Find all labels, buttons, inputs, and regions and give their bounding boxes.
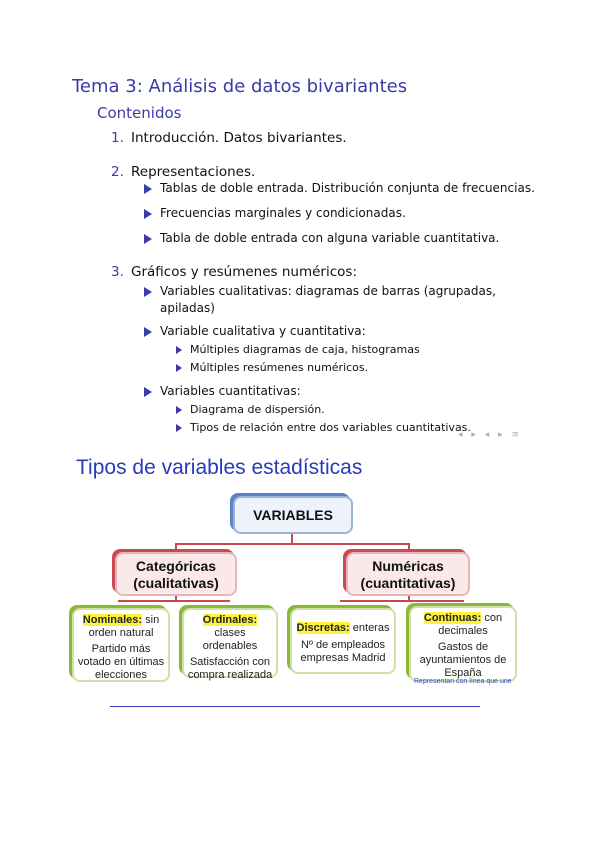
node-example: Nº de empleados empresas Madrid bbox=[300, 639, 386, 664]
categoricas-node bbox=[115, 552, 237, 596]
sub-item: Tabla de doble entrada con alguna variable cuantitativa. bbox=[160, 231, 500, 245]
bullet-triangle-icon bbox=[144, 327, 152, 337]
node-header bbox=[295, 622, 391, 635]
node-example: Gastos de ayuntamientos de España bbox=[419, 641, 507, 679]
nominales-node bbox=[72, 608, 170, 682]
separator-line bbox=[110, 706, 480, 707]
highlighted-term: Discretas: bbox=[296, 622, 350, 634]
node-line: (cuantitativas) bbox=[360, 575, 456, 591]
sub-sub-item: Múltiples diagramas de caja, histogramas bbox=[190, 343, 420, 356]
slide-title: Tema 3: Análisis de datos bivariantes bbox=[72, 76, 408, 97]
bullet-triangle-icon bbox=[176, 406, 182, 414]
sub-item: Variables cualitativas: diagramas de barras (agrupadas, bbox=[160, 284, 496, 298]
continuas-note: Representan con línea que une bbox=[414, 678, 512, 685]
node-header bbox=[414, 612, 512, 625]
bullet-triangle-icon bbox=[144, 287, 152, 297]
bullet-triangle-icon bbox=[144, 234, 152, 244]
node-desc: orden natural bbox=[88, 627, 154, 639]
node-desc: con bbox=[481, 612, 503, 624]
sub-sub-item: Múltiples resúmenes numéricos. bbox=[190, 361, 369, 374]
sub-item: Frecuencias marginales y condicionadas. bbox=[160, 206, 406, 220]
item-label: Representaciones. bbox=[131, 164, 256, 180]
section-heading-contenidos: Contenidos bbox=[97, 104, 182, 122]
continuas-node bbox=[409, 606, 517, 682]
connector-line bbox=[118, 600, 230, 602]
node-header bbox=[77, 614, 165, 627]
list-item-graficos bbox=[111, 264, 357, 280]
item-label: Introducción. Datos bivariantes. bbox=[131, 130, 347, 146]
item-number: 1. bbox=[111, 130, 124, 146]
node-header bbox=[187, 614, 273, 640]
highlighted-term: Nominales: bbox=[82, 614, 143, 626]
connector-line bbox=[340, 600, 464, 602]
discretas-node bbox=[290, 608, 396, 674]
node-desc: ordenables bbox=[202, 640, 258, 652]
item-number: 3. bbox=[111, 264, 124, 280]
node-desc: sin bbox=[142, 614, 160, 626]
bullet-triangle-icon bbox=[176, 346, 182, 354]
variables-root-node: VARIABLES bbox=[233, 496, 353, 534]
bullet-triangle-icon bbox=[176, 364, 182, 372]
node-example: Satisfacción con compra realizada bbox=[187, 656, 273, 681]
node-line: (cualitativas) bbox=[133, 575, 219, 591]
bullet-triangle-icon bbox=[144, 209, 152, 219]
bullet-triangle-icon bbox=[144, 184, 152, 194]
sub-sub-item: Tipos de relación entre dos variables cuantitativas. bbox=[190, 421, 471, 434]
node-desc: clases bbox=[214, 627, 246, 639]
numericas-node bbox=[346, 552, 470, 596]
sub-item: Variables cuantitativas: bbox=[160, 384, 301, 398]
sub-item: Variable cualitativa y cuantitativa: bbox=[160, 324, 366, 338]
node-example: Partido más votado en últimas elecciones bbox=[77, 643, 165, 681]
sub-item-continuation: apiladas) bbox=[160, 301, 215, 315]
item-label: Gráficos y resúmenes numéricos: bbox=[131, 264, 357, 280]
node-line: Numéricas bbox=[372, 558, 444, 574]
bullet-triangle-icon bbox=[144, 387, 152, 397]
node-desc: enteras bbox=[349, 622, 390, 634]
diagram-title: Tipos de variables estadísticas bbox=[76, 456, 363, 479]
list-item-introduccion bbox=[111, 130, 347, 146]
sub-item: Tablas de doble entrada. Distribución conjunta de frecuencias. bbox=[160, 181, 535, 195]
node-desc: decimales bbox=[438, 625, 488, 637]
list-item-representaciones bbox=[111, 164, 255, 180]
beamer-navigation-icons[interactable]: ◂ ▸ ◂ ▸ ≡ bbox=[458, 430, 523, 440]
highlighted-term: Continuas: bbox=[423, 612, 482, 624]
ordinales-node bbox=[182, 608, 278, 681]
item-number: 2. bbox=[111, 164, 124, 180]
bullet-triangle-icon bbox=[176, 424, 182, 432]
connector-line bbox=[175, 543, 409, 545]
highlighted-term: Ordinales: bbox=[202, 614, 258, 626]
sub-sub-item: Diagrama de dispersión. bbox=[190, 403, 325, 416]
node-line: Categóricas bbox=[135, 558, 217, 574]
